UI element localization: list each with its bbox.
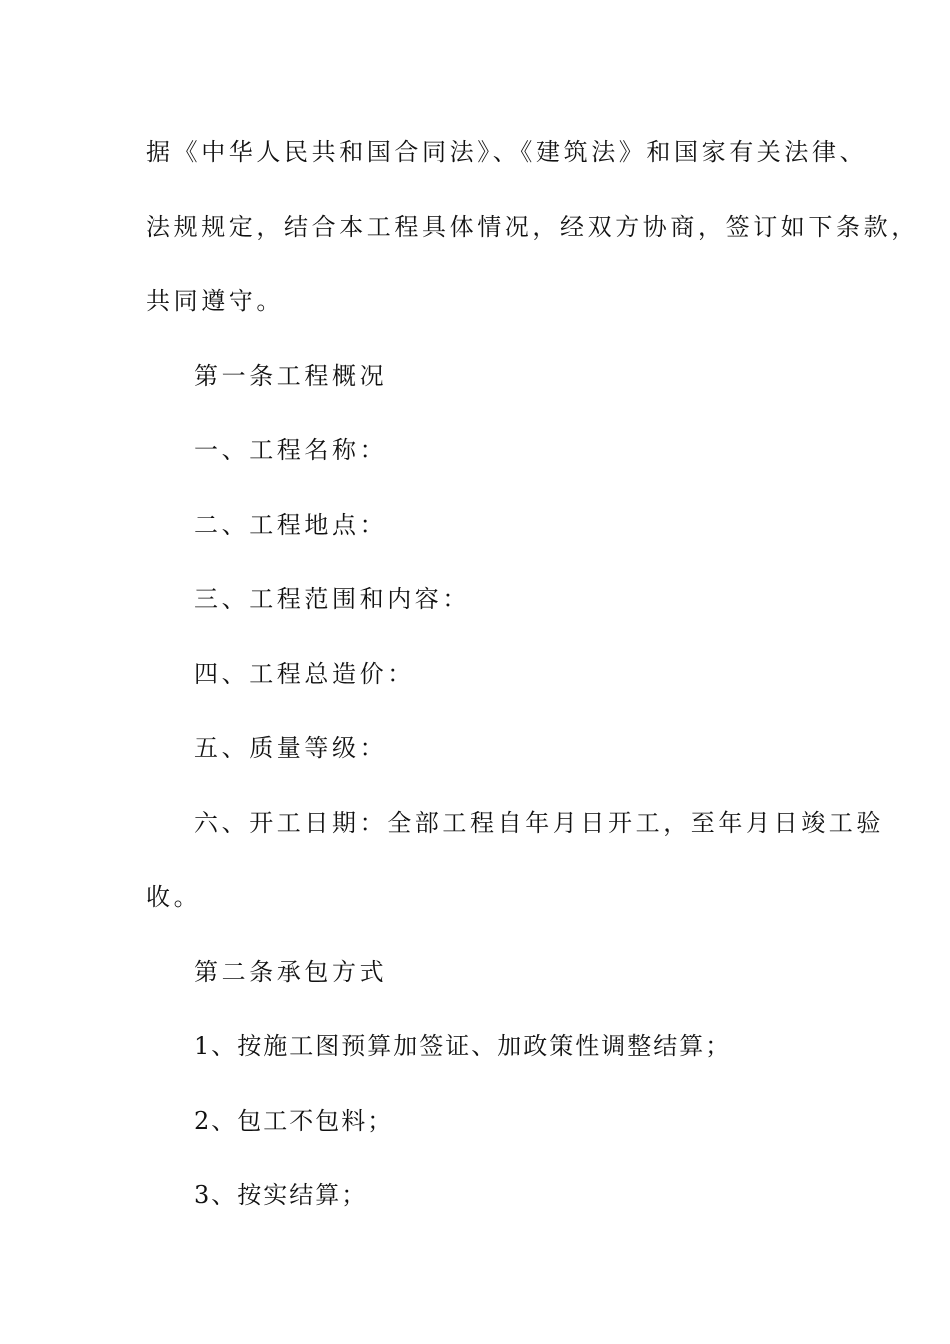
item-project-scope: 三、工程范围和内容： bbox=[194, 585, 470, 613]
item-total-cost: 四、工程总造价： bbox=[194, 660, 415, 688]
paragraph-line-3: 共同遵守。 bbox=[146, 287, 284, 315]
section-heading-2: 第二条承包方式 bbox=[194, 958, 388, 986]
paragraph-line-2: 法规规定，结合本工程具体情况，经双方协商，签订如下条款， bbox=[146, 213, 919, 241]
item-start-date: 六、开工日期：全部工程自年月日开工，至年月日竣工验 bbox=[194, 809, 884, 837]
item-start-date-continued: 收。 bbox=[146, 883, 202, 911]
list-item-1: 1、按施工图预算加签证、加政策性调整结算； bbox=[194, 1032, 732, 1060]
item-quality-grade: 五、质量等级： bbox=[194, 734, 388, 762]
item-project-location: 二、工程地点： bbox=[194, 511, 388, 539]
item-project-name: 一、工程名称： bbox=[194, 436, 388, 464]
section-heading-1: 第一条工程概况 bbox=[194, 362, 388, 390]
paragraph-line-1: 据《中华人民共和国合同法》、《建筑法》和国家有关法律、 bbox=[146, 138, 868, 166]
list-item-3: 3、按实结算； bbox=[194, 1181, 368, 1209]
list-item-2: 2、包工不包料； bbox=[194, 1107, 394, 1135]
